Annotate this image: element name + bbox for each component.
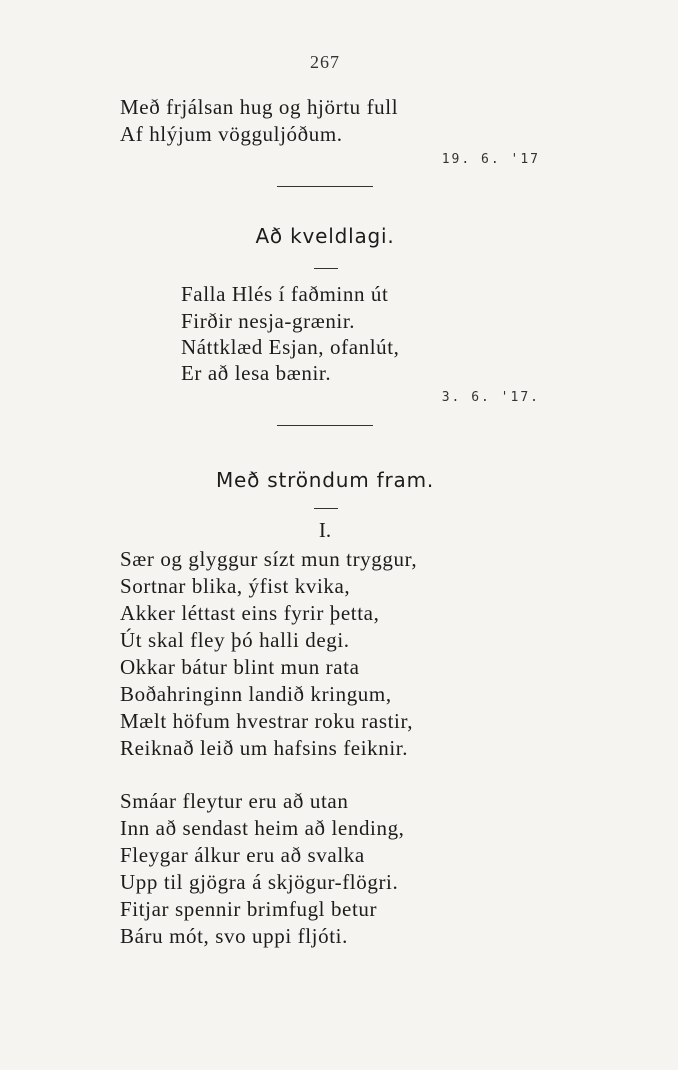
- verse-line: Út skal fley þó halli degi.: [120, 628, 350, 652]
- verse-line: Sortnar blika, ýfist kvika,: [120, 574, 351, 598]
- verse-line: Báru mót, svo uppi fljóti.: [120, 924, 348, 948]
- verse-line: Er að lesa bænir.: [181, 361, 332, 385]
- verse-line: Náttklæd Esjan, ofanlút,: [181, 335, 400, 359]
- title-rule: [314, 268, 338, 269]
- verse-line: Fitjar spennir brimfugl betur: [120, 897, 378, 921]
- verse-line: Sær og glyggur sízt mun tryggur,: [120, 547, 418, 571]
- verse-line: Með frjálsan hug og hjörtu full: [120, 95, 399, 119]
- verse-line: Inn að sendast heim að lending,: [120, 816, 405, 840]
- verse-line: Fleygar álkur eru að svalka: [120, 843, 365, 867]
- title-rule: [314, 508, 338, 509]
- poem-title: Með ströndum fram.: [215, 468, 435, 492]
- verse-line: Firðir nesja-grænir.: [181, 309, 356, 333]
- section-divider: [277, 186, 373, 187]
- verse-line: Reiknað leið um hafsins feiknir.: [120, 736, 409, 760]
- verse-line: Smáar fleytur eru að utan: [120, 789, 349, 813]
- poem-date: 19. 6. '17: [441, 152, 540, 167]
- verse-line: Mælt höfum hvestrar roku rastir,: [120, 709, 414, 733]
- page-number: 267: [310, 52, 340, 72]
- verse-line: Akker léttast eins fyrir þetta,: [120, 601, 380, 625]
- verse-line: Upp til gjögra á skjögur-flögri.: [120, 870, 399, 894]
- section-divider: [277, 425, 373, 426]
- verse-line: Boðahringinn landið kringum,: [120, 682, 392, 706]
- section-number: I.: [318, 518, 332, 542]
- poem-date: 3. 6. '17.: [441, 390, 540, 405]
- verse-line: Falla Hlés í faðminn út: [181, 282, 389, 306]
- verse-line: Okkar bátur blint mun rata: [120, 655, 360, 679]
- verse-line: Af hlýjum vögguljóðum.: [120, 122, 343, 146]
- poem-title: Að kveldlagi.: [255, 224, 395, 248]
